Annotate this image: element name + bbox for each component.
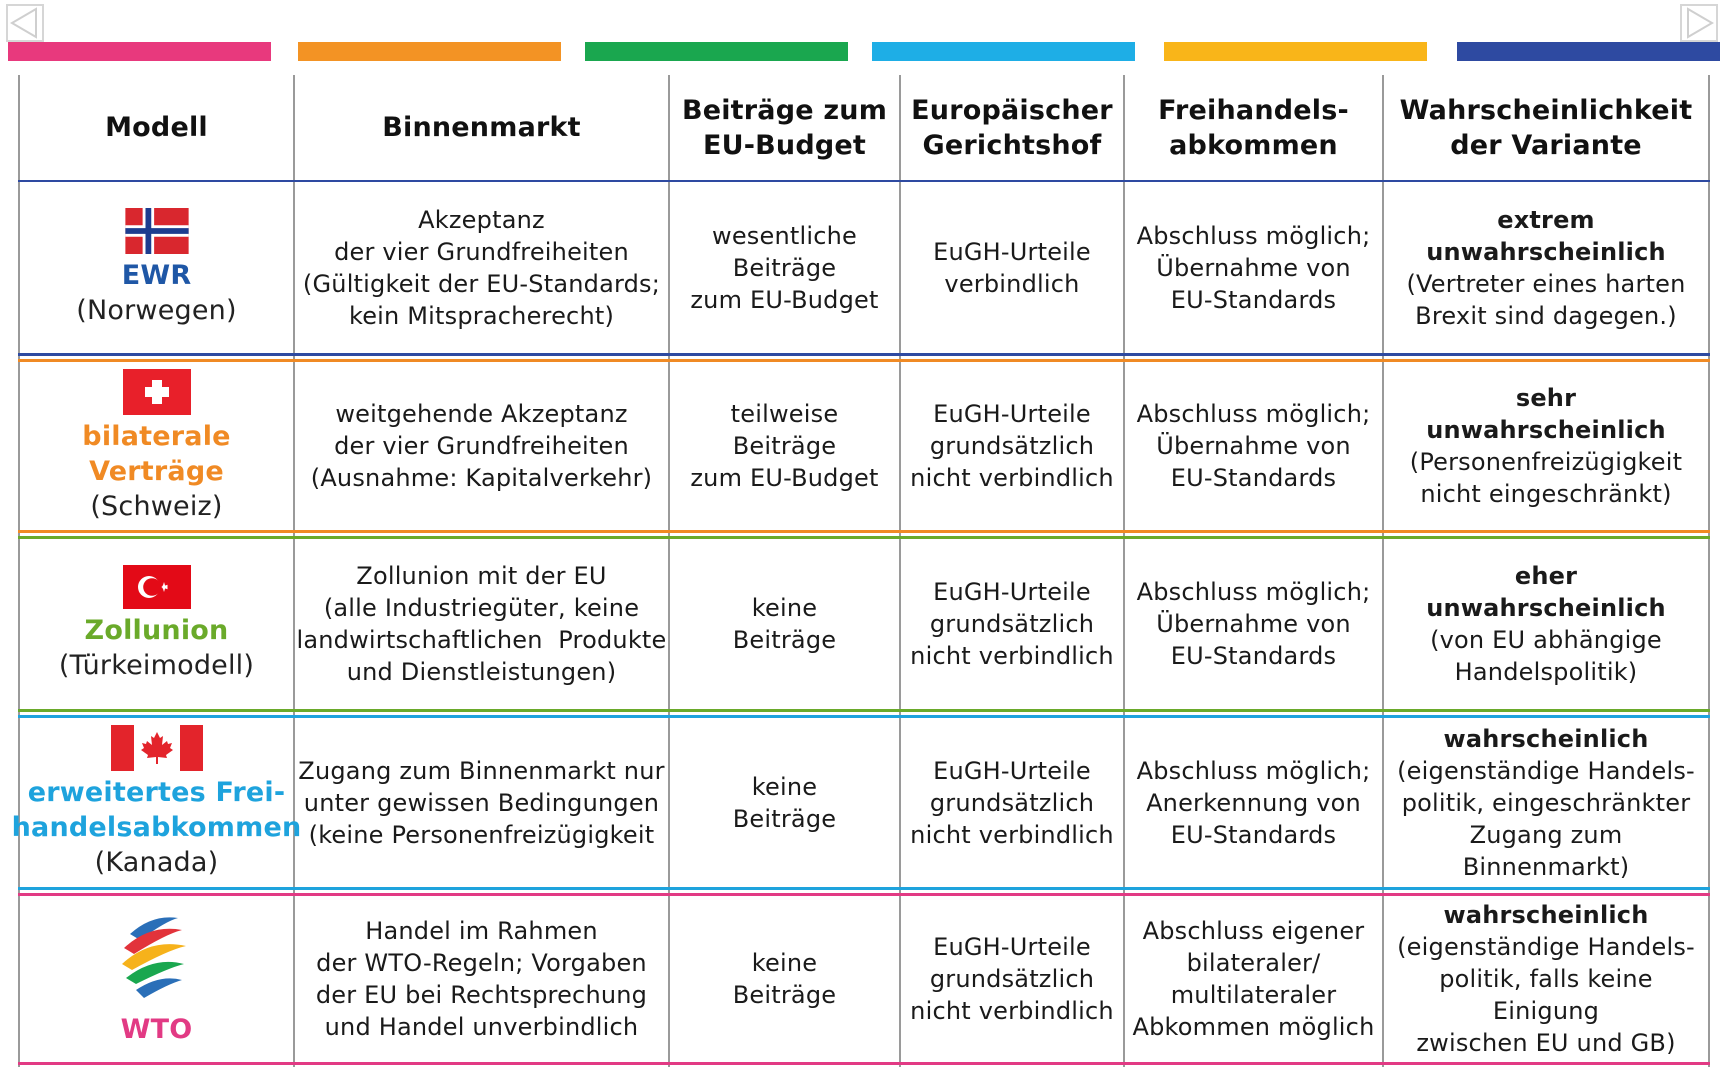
binnenmarkt-cell	[295, 718, 668, 887]
cell-line: (Personenfreizügigkeit	[1409, 448, 1683, 476]
cell-line: keine	[751, 949, 818, 977]
binnenmarkt-cell	[295, 362, 668, 530]
model-name: handelsabkommen	[11, 812, 302, 843]
cell-line: Abschluss möglich;	[1136, 756, 1371, 785]
probability-rating: eher	[1514, 562, 1578, 590]
probability-cell	[1384, 182, 1708, 353]
cell-line: der WTO-Regeln; Vorgaben	[316, 949, 647, 977]
cell-line: zum EU-Budget	[690, 285, 879, 314]
model-cell-ewr	[20, 182, 293, 353]
cell-line: (Ausnahme: Kapitalverkehr)	[310, 464, 653, 492]
accent-bar	[1457, 42, 1720, 61]
cell-line: unter gewissen Bedingungen	[303, 788, 660, 817]
header-probability	[1384, 75, 1708, 180]
cell-line: landwirtschaftlichen Produkte	[296, 626, 667, 654]
cell-line: nicht verbindlich	[910, 464, 1114, 492]
cell-line: EuGH-Urteile	[933, 237, 1091, 266]
cell-line: Abschluss möglich;	[1136, 221, 1371, 250]
probability-cell	[1384, 896, 1708, 1062]
cell-line: bilateraler/	[1186, 949, 1321, 977]
court-cell	[901, 362, 1123, 530]
cell-line: nicht verbindlich	[910, 997, 1114, 1025]
triangle-right-outline-icon[interactable]	[1680, 4, 1720, 44]
color-accent-bars	[8, 42, 1718, 62]
binnenmarkt-cell	[295, 896, 668, 1062]
court-cell	[901, 539, 1123, 709]
header-binnenmarkt	[295, 75, 668, 180]
header-fta-line2: abkommen	[1169, 129, 1338, 161]
cell-line: (Gültigkeit der EU-Standards;	[302, 269, 661, 298]
row-divider	[18, 1062, 1710, 1065]
budget-cell	[670, 182, 899, 353]
cell-line: Übernahme von	[1156, 432, 1351, 460]
cell-line: EuGH-Urteile	[933, 578, 1091, 606]
accent-bar	[1164, 42, 1427, 61]
cell-line: (von EU abhängige	[1430, 626, 1662, 654]
accent-bar	[298, 42, 561, 61]
model-country: (Norwegen)	[76, 294, 237, 326]
probability-rating: unwahrscheinlich	[1426, 416, 1666, 444]
header-modell-label: Modell	[105, 112, 208, 143]
model-country: (Türkeimodell)	[58, 650, 255, 681]
cell-line: keine	[751, 772, 818, 801]
brexit-models-table	[11, 75, 1710, 1067]
cell-line: weitgehende Akzeptanz	[335, 400, 628, 428]
cell-line: Beiträge	[732, 804, 837, 833]
cell-line: EU-Standards	[1170, 820, 1337, 849]
cell-line: (Vertreter eines harten	[1406, 269, 1686, 298]
cell-line: der EU bei Rechtsprechung	[315, 981, 648, 1009]
accent-bar	[8, 42, 271, 61]
cell-line: Handel im Rahmen	[365, 917, 598, 945]
model-country: (Schweiz)	[90, 490, 223, 522]
header-budget	[670, 75, 899, 180]
cell-line: Übernahme von	[1156, 610, 1351, 638]
court-cell	[901, 182, 1123, 353]
cell-line: nicht verbindlich	[910, 642, 1114, 670]
cell-line: Zugang zum Binnenmarkt)	[1462, 820, 1630, 881]
cell-line: Handelspolitik)	[1454, 658, 1638, 686]
header-probability-line1: Wahrscheinlichkeit	[1399, 94, 1693, 126]
cell-line: keine	[751, 594, 818, 622]
fta-cell	[1125, 539, 1382, 709]
cell-line: Anerkennung von	[1146, 788, 1361, 817]
header-budget-line2: EU-Budget	[702, 129, 867, 161]
model-name: bilaterale	[82, 420, 231, 452]
column-divider	[1708, 75, 1710, 1067]
cell-line: politik, falls keine Einigung	[1439, 965, 1653, 1025]
budget-cell	[670, 718, 899, 887]
wto-logo-icon	[112, 912, 202, 1008]
fta-cell	[1125, 362, 1382, 530]
header-court	[901, 75, 1123, 180]
turkey-flag-icon	[123, 565, 191, 609]
fta-cell	[1125, 182, 1382, 353]
cell-line: Abkommen möglich	[1132, 1013, 1375, 1041]
cell-line: zum EU-Budget	[690, 464, 879, 492]
header-probability-line2: der Variante	[1450, 129, 1642, 161]
model-cell-zollunion	[20, 539, 293, 709]
probability-rating: wahrscheinlich	[1443, 901, 1649, 929]
probability-rating: sehr	[1515, 384, 1577, 412]
cell-line: grundsätzlich	[929, 432, 1095, 460]
budget-cell	[670, 362, 899, 530]
model-country: (Kanada)	[94, 847, 219, 878]
cell-line: EuGH-Urteile	[933, 756, 1091, 785]
canada-flag-icon	[111, 725, 203, 771]
cell-line: Beiträge	[732, 253, 837, 282]
court-cell	[901, 718, 1123, 887]
court-cell	[901, 896, 1123, 1062]
cell-line: nicht verbindlich	[910, 820, 1114, 849]
header-budget-line1: Beiträge zum	[681, 94, 888, 126]
header-fta-line1: Freihandels-	[1158, 94, 1349, 126]
probability-cell	[1384, 718, 1708, 887]
fta-cell	[1125, 896, 1382, 1062]
triangle-left-outline-icon[interactable]	[6, 4, 46, 44]
budget-cell	[670, 896, 899, 1062]
fta-cell	[1125, 718, 1382, 887]
probability-rating: unwahrscheinlich	[1426, 594, 1666, 622]
cell-line: Abschluss möglich;	[1136, 400, 1371, 428]
cell-line: der vier Grundfreiheiten	[334, 432, 629, 460]
cell-line: EU-Standards	[1170, 285, 1337, 314]
header-fta	[1125, 75, 1382, 180]
model-name: EWR	[121, 259, 192, 291]
cell-line: Zugang zum Binnenmarkt nur	[298, 756, 665, 785]
cell-line: multilateraler	[1170, 981, 1337, 1009]
cell-line: EuGH-Urteile	[933, 400, 1091, 428]
model-name: erweitertes Frei-	[27, 777, 286, 808]
accent-bar	[585, 42, 848, 61]
cell-line: zwischen EU und GB)	[1416, 1029, 1676, 1057]
cell-line: verbindlich	[944, 269, 1080, 298]
cell-line: Akzeptanz	[418, 205, 545, 234]
switzerland-flag-icon	[123, 369, 191, 415]
probability-cell	[1384, 362, 1708, 530]
cell-line: Beiträge	[732, 981, 837, 1009]
cell-line: (eigenständige Handels-	[1397, 756, 1695, 785]
probability-rating: extrem	[1497, 205, 1595, 234]
cell-line: (alle Industriegüter, keine	[323, 594, 640, 622]
row-divider	[18, 887, 1710, 890]
cell-line: Beiträge	[732, 432, 837, 460]
cell-line: der vier Grundfreiheiten	[334, 237, 629, 266]
cell-line: EuGH-Urteile	[933, 933, 1091, 961]
cell-line: EU-Standards	[1170, 464, 1337, 492]
model-cell-fta-canada	[11, 718, 302, 887]
probability-rating: unwahrscheinlich	[1426, 237, 1666, 266]
norway-flag-icon	[125, 208, 189, 254]
cell-line: grundsätzlich	[929, 965, 1095, 993]
cell-line: und Handel unverbindlich	[324, 1013, 639, 1041]
cell-line: Abschluss möglich;	[1136, 578, 1371, 606]
binnenmarkt-cell	[295, 182, 668, 353]
header-court-line2: Gerichtshof	[922, 129, 1102, 161]
cell-line: Beiträge	[732, 626, 837, 654]
row-divider	[18, 709, 1710, 712]
probability-cell	[1384, 539, 1708, 709]
header-modell	[20, 75, 293, 180]
model-name: Verträge	[89, 455, 224, 487]
cell-line: politik, eingeschränkter	[1401, 788, 1691, 817]
row-divider	[18, 353, 1710, 356]
cell-line: grundsätzlich	[929, 788, 1095, 817]
cell-line: Übernahme von	[1156, 253, 1351, 282]
model-name: WTO	[120, 1013, 193, 1045]
cell-line: und Dienstleistungen)	[346, 658, 617, 686]
model-cell-wto	[20, 896, 293, 1062]
model-name: Zollunion	[84, 615, 229, 646]
cell-line: kein Mitspracherecht)	[348, 301, 615, 330]
cell-line: wesentliche	[712, 221, 857, 250]
model-cell-bilateral	[20, 362, 293, 530]
header-binnenmarkt-label: Binnenmarkt	[382, 112, 581, 143]
binnenmarkt-cell	[295, 539, 668, 709]
cell-line: (keine Personenfreizügigkeit	[308, 820, 655, 849]
probability-rating: wahrscheinlich	[1443, 724, 1649, 753]
cell-line: teilweise	[730, 400, 839, 428]
cell-line: (eigenständige Handels-	[1397, 933, 1695, 961]
row-divider	[18, 530, 1710, 533]
cell-line: EU-Standards	[1170, 642, 1337, 670]
accent-bar	[872, 42, 1135, 61]
cell-line: nicht eingeschränkt)	[1420, 480, 1672, 508]
cell-line: Abschluss eigener	[1142, 917, 1365, 945]
header-court-line1: Europäischer	[911, 94, 1113, 126]
cell-line: grundsätzlich	[929, 610, 1095, 638]
cell-line: Zollunion mit der EU	[356, 562, 607, 590]
budget-cell	[670, 539, 899, 709]
cell-line: Brexit sind dagegen.)	[1415, 301, 1677, 330]
